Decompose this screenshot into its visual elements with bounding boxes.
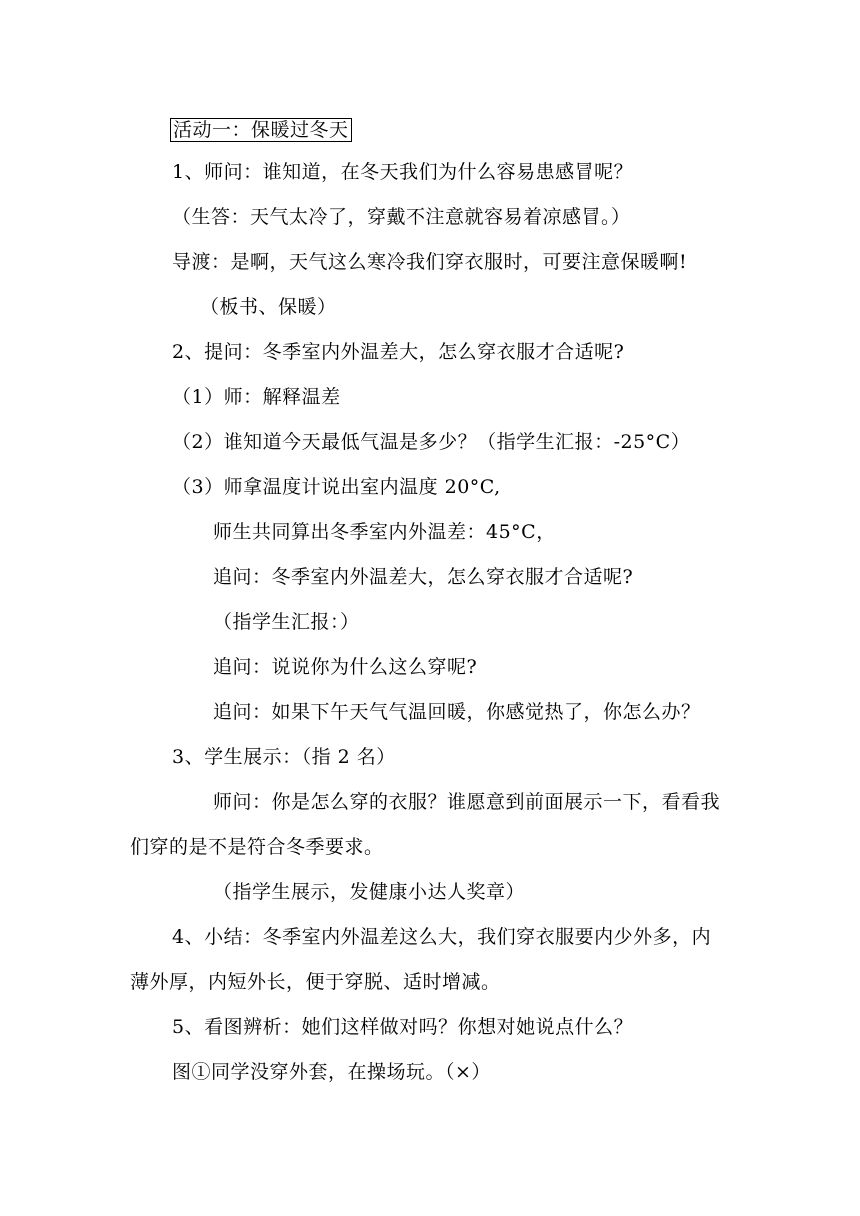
text-line: 追问：如果下午天气气温回暖，你感觉热了，你怎么办？ bbox=[213, 701, 701, 723]
text-line: （指学生展示，发健康小达人奖章） bbox=[213, 881, 526, 903]
text-line: 2、提问：冬季室内外温差大，怎么穿衣服才合适呢? bbox=[172, 341, 625, 363]
text-line: 师问：你是怎么穿的衣服？谁愿意到前面展示一下，看看我 bbox=[213, 791, 721, 813]
text-line: （生答：天气太冷了，穿戴不注意就容易着凉感冒。） bbox=[172, 206, 631, 228]
activity-heading-box: 活动一：保暖过冬天 bbox=[170, 118, 352, 142]
text-line: 师生共同算出冬季室内外温差：45°C， bbox=[213, 521, 556, 543]
text-line: 4、小结：冬季室内外温差这么大，我们穿衣服要内少外多，内 bbox=[172, 926, 712, 948]
text-line: 5、看图辨析：她们这样做对吗？你想对她说点什么？ bbox=[172, 1016, 634, 1038]
text-line: （3）师拿温度计说出室内温度 20°C, bbox=[172, 476, 501, 498]
text-line: 3、学生展示：（指 2 名） bbox=[172, 746, 396, 768]
text-line: （指学生汇报：） bbox=[213, 611, 360, 633]
text-line: 追问：说说你为什么这么穿呢? bbox=[213, 656, 478, 678]
text-line: （1）师：解释温差 bbox=[172, 386, 341, 408]
text-line: 薄外厚，内短外长，便于穿脱、适时增减。 bbox=[130, 971, 501, 993]
text-line: （板书、保暖） bbox=[200, 296, 337, 318]
text-line: 1、师问：谁知道，在冬天我们为什么容易患感冒呢？ bbox=[172, 161, 634, 183]
text-line: 们穿的是不是符合冬季要求。 bbox=[130, 836, 384, 858]
text-line: 图①同学没穿外套，在操场玩。（×） bbox=[172, 1061, 491, 1083]
text-line: 导渡：是啊，天气这么寒冷我们穿衣服时，可要注意保暖啊! bbox=[172, 251, 688, 273]
activity-heading bbox=[170, 116, 352, 144]
text-line: 追问：冬季室内外温差大，怎么穿衣服才合适呢? bbox=[213, 566, 634, 588]
text-line: （2）谁知道今天最低气温是多少？（指学生汇报：-25°C） bbox=[172, 431, 691, 453]
